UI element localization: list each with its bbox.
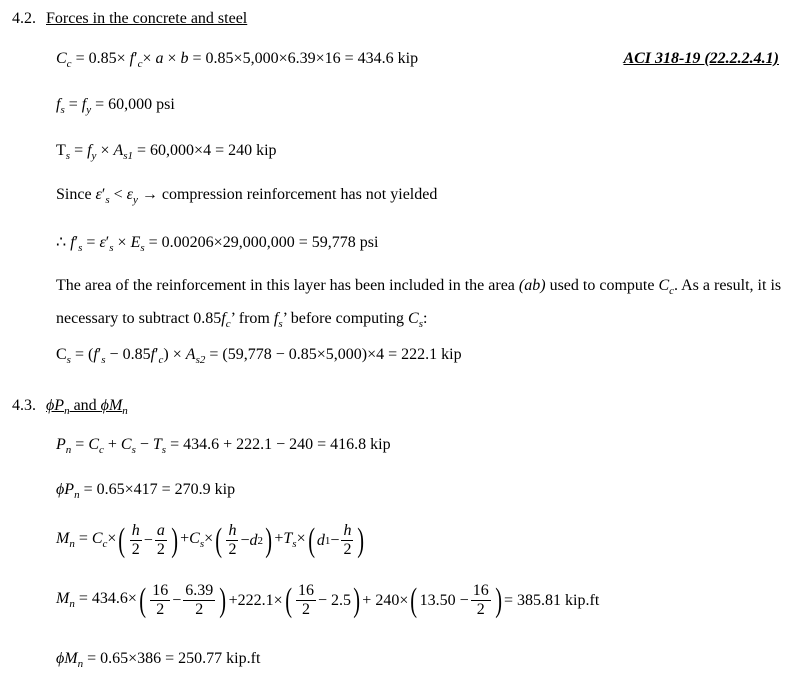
explanation-paragraph: The area of the reinforcement in this layer has been included in the area (ab) used to compute $C_c$. As a result, it is necessary to subtract $0.85f_c$’ from $f_s$’ before computing $C_s$:	[56, 277, 782, 331]
statement-since: Since $\varepsilon'_s < \varepsilon_y$ → compression reinforcement has not yielded	[56, 186, 438, 207]
equation-fs: $f_s = f_y = 60,000$ psi	[56, 96, 175, 117]
para-ab: (ab)	[518, 277, 546, 294]
equation-pn: $P_n = C_c + C_s - T_s = 434.6 + 222.1 - 240 = 416.8$ kip	[56, 436, 391, 457]
section-title: $\phi P_n$ and $\phi M_n$	[46, 397, 128, 418]
para-text-e: ’ before computing	[282, 310, 409, 328]
equation-mn-value: $M_n = 434.6\times$ ( $\frac{16}{2}$ − $\frac{6.39}{2}$ ) +222.1× ( $\frac{16}{2}$ − 2.5 ) + 240× ( 13.50 − $\frac{16}{2}$ ) = 385.81 kip.ft	[56, 581, 600, 619]
section-number: 4.3.	[12, 397, 36, 414]
equation-phi-mn: $\phi M_n = 0.65\times 386 = 250.77$ kip.ft	[56, 650, 261, 671]
equation-mn-formula: $M_n = C_c\times$ ( $\frac{h}{2}$ − $\frac{a}{2}$ ) $+C_s\times$ ( $\frac{h}{2}$ − d 2 ) $+T_s\times$ ( d 1 − $\frac{h}{2}$ )	[56, 521, 365, 559]
section-heading-4-2	[12, 10, 247, 28]
code-reference-link[interactable]: ACI 318-19 (22.2.2.4.1)	[623, 50, 779, 67]
equation-cc: $C_c = 0.85\times f'_c\times a \times b = 0.85\times 5,000\times 6.39\times 16 = 434.6$ kip	[56, 50, 419, 71]
para-text-b: used to compute	[545, 277, 659, 294]
para-text-d: ’ from	[230, 310, 274, 328]
equation-fs-prime: ∴ $f'_s = \varepsilon'_s \times E_s = 0.00206\times 29,000,000 = 59,778$ psi	[56, 234, 379, 255]
section-heading-4-3	[12, 397, 128, 417]
para-text-f: :	[423, 310, 428, 328]
para-text-c: . As a result, it is necessary to subtract 0.85	[56, 277, 782, 328]
para-text-a: The area of the reinforcement in this layer has been included in the area	[56, 277, 519, 294]
section-number: 4.2.	[12, 10, 36, 27]
equation-phi-pn: $\phi P_n = 0.65\times 417 = 270.9$ kip	[56, 481, 236, 502]
section-title: Forces in the concrete and steel	[46, 10, 248, 27]
since-tail: compression reinforcement has not yielded	[161, 186, 438, 203]
equation-ts: $T_s = f_y \times A_{s1} = 60,000\times 4 = 240$ kip	[56, 142, 277, 163]
since-word: Since	[56, 186, 92, 203]
equation-cs: $C_s = (f'_s - 0.85f'_c) \times A_{s2} = (59,778 - 0.85\times 5,000)\times 4 = 222.1$ kip	[56, 346, 462, 367]
